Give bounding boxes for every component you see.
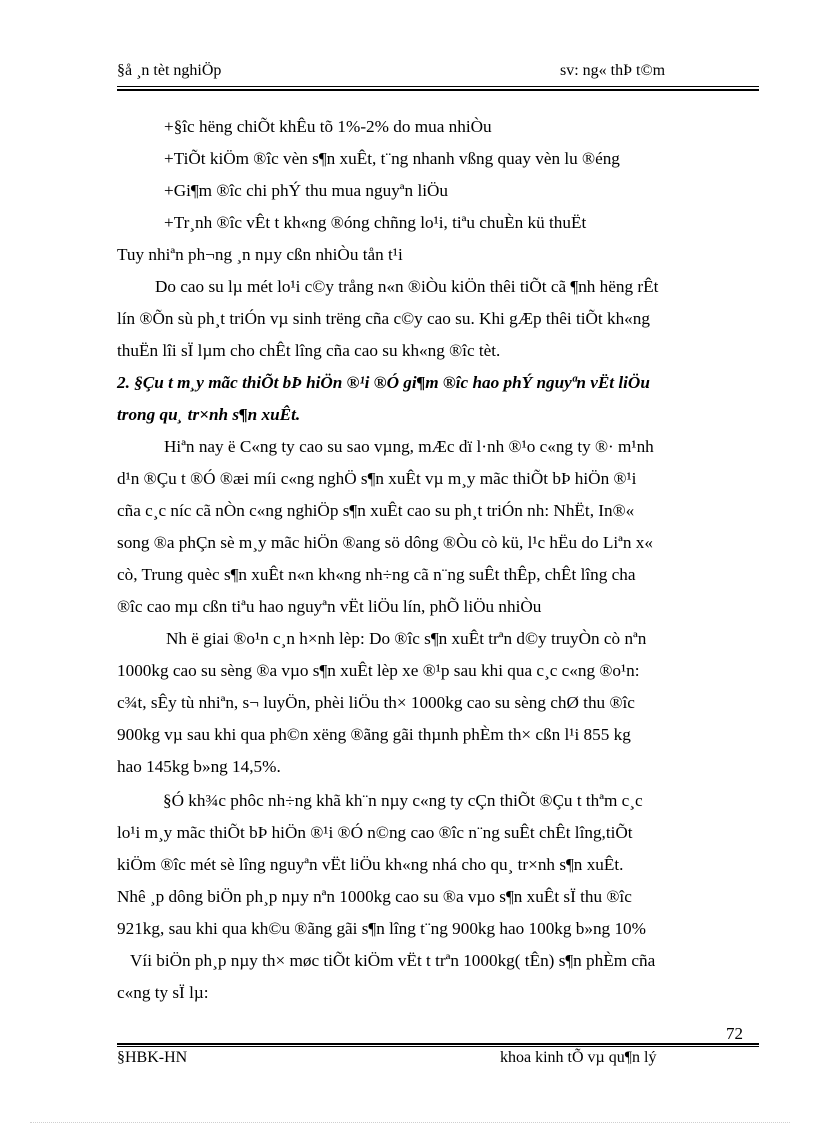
text-line: song ®a phÇn sè m¸y mãc hiÖn ®ang sö dông ®Òu cò kü, l¹c hËu do Liªn x« [117,533,653,552]
text-line: +Gi¶m ®îc chi phÝ thu mua nguyªn liÖu [164,181,448,200]
text-line: 1000kg cao su sèng ®a vµo s¶n xuÊt lèp xe ®¹p sau khi qua c¸c c«ng ®o¹n: [117,661,640,680]
header-left: §å ¸n tèt nghiÖp [117,62,222,79]
text-line: c¾t, sÊy tù nhiªn, s¬ luyÖn, phèi liÖu th× 1000kg cao su sèng chØ thu ®îc [117,693,635,712]
text-line: lo¹i m¸y mãc thiÕt bÞ hiÖn ®¹i ®Ó n©ng cao ®îc n¨ng suÊt chÊt lîng,tiÕt [117,823,633,842]
text-line: Nhê ¸p dông biÖn ph¸p nµy nªn 1000kg cao su ®a vµo s¶n xuÊt sÏ thu ®îc [117,887,632,906]
text-line: +§îc hëng chiÕt khÊu tõ 1%-2% do mua nhiÒu [164,117,492,136]
text-line: d¹n ®Çu t ®Ó ®æi míi c«ng nghÖ s¶n xuÊt vµ m¸y mãc thiÕt bÞ hiÖn ®¹i [117,469,637,488]
header-rule-thick [117,89,759,91]
text-line: cò, Trung quèc s¶n xuÊt n«n kh«ng nh÷ng cã n¨ng suÊt thÊp, chÊt lîng cha [117,565,636,584]
text-line: thuËn lîi sÏ lµm cho chÊt lîng cña cao su kh«ng ®îc tèt. [117,341,501,360]
text-line: lín ®Õn sù ph¸t triÓn vµ sinh trëng cña c©y cao su. Khi gÆp thêi tiÕt kh«ng [117,309,650,328]
text-line: c«ng ty sÏ lµ: [117,983,209,1002]
text-line: +Tr¸nh ®îc vÊt t kh«ng ®óng chñng lo¹i, tiªu chuÈn kü thuËt [164,213,587,232]
footer-rule-thick [117,1043,759,1045]
text-line: Do cao su lµ mét lo¹i c©y trång n«n ®iÒu kiÖn thêi tiÕt cã ¶nh hëng rÊt [155,277,659,296]
page-number: 72 [726,1024,743,1043]
text-line: 921kg, sau khi qua kh©u ®ãng gãi s¶n lîng t¨ng 900kg hao 100kg b»ng 10% [117,919,646,938]
text-line: Tuy nhiªn ph¬ng ¸n nµy cßn nhiÒu tån t¹i [117,245,403,264]
footer-rule-thin [117,1046,759,1047]
section-heading: trong qu¸ tr×nh s¶n xuÊt. [117,405,301,424]
text-line: Hiªn nay ë C«ng ty cao su sao vµng, mÆc dï l·nh ®¹o c«ng ty ®· m¹nh [164,437,654,456]
text-line: Víi biÖn ph¸p nµy th× møc tiÕt kiÖm vËt t trªn 1000kg( tÊn) s¶n phÈm cña [130,951,656,970]
text-line: §Ó kh¾c phôc nh÷ng khã kh¨n nµy c«ng ty cÇn thiÕt ®Çu t thªm c¸c [163,791,643,810]
header-rule-thin [117,86,759,87]
text-line: kiÖm ®îc mét sè lîng nguyªn vËt liÖu kh«ng nhá cho qu¸ tr×nh s¶n xuÊt. [117,855,624,874]
text-line: Nh ë giai ®o¹n c¸n h×nh lèp: Do ®îc s¶n xuÊt trªn d©y truyÒn cò nªn [166,629,647,648]
text-line: 900kg vµ sau khi qua ph©n xëng ®ãng gãi thµnh phÈm th× cßn l¹i 855 kg [117,725,631,744]
text-line: hao 145kg b»ng 14,5%. [117,757,281,776]
text-line: +TiÕt kiÖm ®îc vèn s¶n xuÊt, t¨ng nhanh vßng quay vèn lu ®éng [164,149,620,168]
text-line: cña c¸c níc cã nÒn c«ng nghiÖp s¶n xuÊt cao su ph¸t triÓn nh: NhËt, In®« [117,501,635,520]
footer-right: khoa kinh tÕ vµ qu¶n lý [500,1049,657,1066]
footer-left: §HBK-HN [117,1049,188,1066]
header-right: sv: ng« thÞ t©m [560,62,666,79]
text-line: ®îc cao mµ cßn tiªu hao nguyªn vËt liÖu lín, phÕ liÖu nhiÒu [117,597,542,616]
section-heading: 2. §Çu t m¸y mãc thiÕt bÞ hiÖn ®¹i ®Ó gi¶m ®îc hao phÝ nguyªn vËt liÖu [117,373,650,392]
